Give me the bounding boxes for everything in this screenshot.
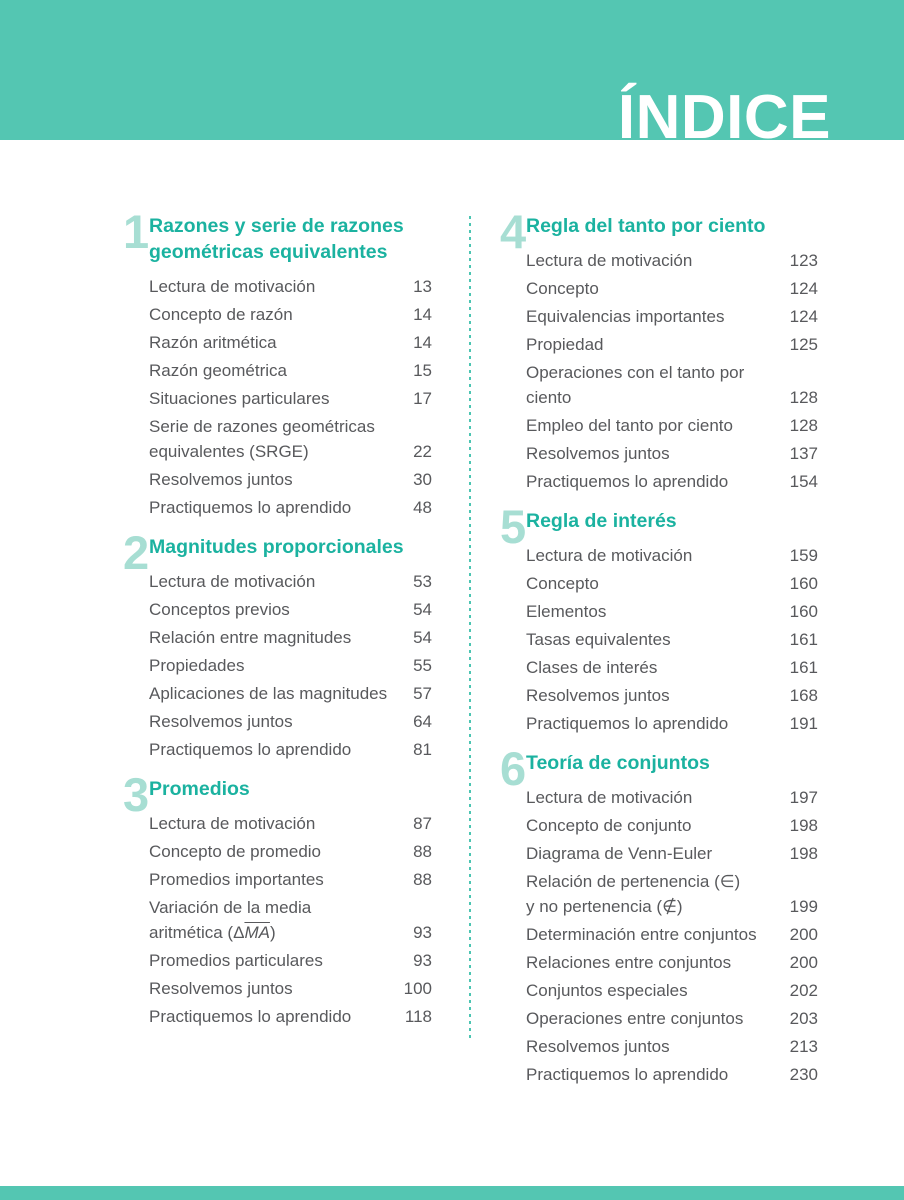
entry-page-number: 230 [789, 1065, 818, 1084]
entry-label-line: Promedios particulares [149, 951, 323, 970]
toc-entry [149, 495, 432, 520]
entry-page-number: 124 [789, 279, 818, 298]
entry-label-line: Practiquemos lo aprendido [526, 472, 729, 491]
toc-entry [149, 358, 432, 383]
entry-label-line: Tasas equivalentes [526, 630, 671, 649]
toc-section [123, 526, 432, 762]
section-entries [149, 274, 432, 520]
entry-label-line: Lectura de motivación [149, 572, 316, 591]
entry-label [149, 653, 413, 678]
entry-page-number: 54 [413, 600, 432, 619]
entry-label [149, 414, 413, 464]
entry-label [149, 681, 413, 706]
entry-label [149, 495, 413, 520]
entry-page-number: 53 [413, 572, 432, 591]
entry-label-line: Lectura de motivación [149, 814, 316, 833]
section-title: Magnitudes proporcionales [149, 536, 404, 558]
entry-page-number: 88 [413, 870, 432, 889]
entry-label-line: Promedios importantes [149, 870, 324, 889]
entry-label-line: Propiedades [149, 656, 245, 675]
footer-band [0, 1186, 904, 1200]
toc-entry [149, 839, 432, 864]
entry-label [526, 1062, 790, 1087]
entry-label [526, 1006, 790, 1031]
entry-label-line: Razón geométrica [149, 361, 287, 380]
entry-label-line: Lectura de motivación [526, 546, 693, 565]
entry-page-number: 125 [789, 335, 818, 354]
toc-section [123, 205, 432, 520]
entry-label-line: Resolvemos juntos [149, 712, 293, 731]
entry-page-number: 93 [413, 923, 432, 942]
toc-entry [149, 302, 432, 327]
entry-page-number: 200 [789, 925, 818, 944]
toc-entry [526, 655, 818, 680]
section-header [500, 205, 818, 258]
entry-label [149, 330, 413, 355]
entry-page-number: 198 [789, 816, 818, 835]
entry-page-number: 81 [413, 740, 432, 759]
entry-page-number: 14 [413, 305, 432, 324]
entry-label [149, 811, 413, 836]
entry-label [526, 978, 790, 1003]
entry-label [526, 360, 790, 410]
entry-label [526, 571, 790, 596]
toc-entry [149, 681, 432, 706]
toc-entry [149, 414, 432, 464]
entry-page-number: 100 [403, 979, 432, 998]
entry-label-line: Lectura de motivación [149, 277, 316, 296]
entry-label-line: Operaciones con el tanto por ciento [526, 363, 745, 407]
entry-label-line: Practiquemos lo aprendido [149, 1007, 352, 1026]
entry-label [149, 976, 404, 1001]
entry-label-line: equivalentes (SRGE) [149, 442, 309, 461]
entry-page-number: 202 [789, 981, 818, 1000]
entry-label-line: Lectura de motivación [526, 251, 693, 270]
section-number: 3 [123, 768, 150, 821]
entry-label [526, 950, 790, 975]
entry-label [526, 413, 790, 438]
section-title: Razones y serie de razones geométricas equivalentes [149, 215, 404, 263]
entry-label [526, 711, 790, 736]
entry-label [149, 709, 413, 734]
section-number: 5 [500, 500, 527, 553]
section-header [123, 205, 432, 265]
entry-label-line: Practiquemos lo aprendido [526, 1065, 729, 1084]
entry-label-line: Clases de interés [526, 658, 658, 677]
entry-label-line: Conjuntos especiales [526, 981, 688, 1000]
section-number: 1 [123, 205, 150, 258]
entry-page-number: 87 [413, 814, 432, 833]
entry-label-line: Concepto de razón [149, 305, 293, 324]
toc-entry [149, 709, 432, 734]
entry-label-line: Concepto [526, 574, 599, 593]
entry-label-line: Concepto de promedio [149, 842, 322, 861]
section-header [123, 526, 432, 579]
entry-label [526, 785, 790, 810]
entry-label [526, 248, 790, 273]
toc-entry [526, 304, 818, 329]
entry-label-line: Aplicaciones de las magnitudes [149, 684, 388, 703]
entry-page-number: 118 [404, 1007, 432, 1026]
toc-entry [149, 976, 432, 1001]
toc-entry [149, 737, 432, 762]
entry-page-number: 159 [789, 546, 818, 565]
toc-section [500, 205, 818, 494]
entry-label [526, 655, 790, 680]
toc-entry [526, 627, 818, 652]
entry-label [149, 948, 413, 973]
section-entries [526, 543, 818, 736]
entry-page-number: 57 [413, 684, 432, 703]
section-title: Teoría de conjuntos [526, 752, 710, 774]
toc-entry [526, 543, 818, 568]
toc-entry [149, 1004, 432, 1029]
column-divider [469, 216, 471, 1040]
toc-column-left [123, 205, 432, 1032]
toc-entry [526, 469, 818, 494]
entry-label-line: Situaciones particulares [149, 389, 330, 408]
entry-label-line: Resolvemos juntos [149, 470, 293, 489]
entry-label [526, 543, 790, 568]
entry-label-line: Practiquemos lo aprendido [149, 498, 352, 517]
entry-label-line: Concepto [526, 279, 599, 298]
section-title: Regla del tanto por ciento [526, 215, 766, 237]
entry-label [149, 386, 413, 411]
entry-label [149, 1004, 405, 1029]
entry-page-number: 168 [789, 686, 818, 705]
toc-section [500, 500, 818, 736]
entry-page-number: 198 [789, 844, 818, 863]
entry-label-line: Serie de razones geométricas [149, 417, 375, 436]
toc-entry [526, 978, 818, 1003]
toc-entry [149, 467, 432, 492]
entry-page-number: 160 [789, 602, 818, 621]
toc-entry [526, 1034, 818, 1059]
entry-page-number: 30 [413, 470, 432, 489]
section-number: 6 [500, 742, 527, 795]
toc-entry [149, 274, 432, 299]
entry-label [526, 276, 790, 301]
entry-label [149, 302, 413, 327]
entry-page-number: 14 [413, 333, 432, 352]
entry-label-line: Lectura de motivación [526, 788, 693, 807]
entry-label-line: Operaciones entre conjuntos [526, 1009, 744, 1028]
toc-entry [149, 330, 432, 355]
entry-page-number: 128 [789, 388, 818, 407]
entry-label [149, 867, 413, 892]
toc-entry [526, 248, 818, 273]
entry-label [149, 597, 413, 622]
section-entries [526, 248, 818, 494]
overline-math: $\overline{MA}$ [244, 923, 270, 942]
entry-page-number: 128 [789, 416, 818, 435]
entry-label [526, 683, 790, 708]
entry-label [526, 869, 790, 919]
toc-entry [526, 841, 818, 866]
toc-entry [149, 867, 432, 892]
entry-label [526, 841, 790, 866]
entry-label-line: Conceptos previos [149, 600, 290, 619]
entry-page-number: 88 [413, 842, 432, 861]
entry-label [149, 569, 413, 594]
toc-entry [526, 1006, 818, 1031]
section-number: 4 [500, 205, 527, 258]
entry-label [149, 839, 413, 864]
entry-label [526, 1034, 790, 1059]
toc-entry [526, 869, 818, 919]
toc-section [123, 768, 432, 1029]
section-title: Promedios [149, 778, 250, 800]
entry-page-number: 48 [413, 498, 432, 517]
entry-page-number: 123 [789, 251, 818, 270]
entry-label [526, 441, 790, 466]
entry-label-line: Determinación entre conjuntos [526, 925, 757, 944]
entry-page-number: 200 [789, 953, 818, 972]
entry-page-number: 93 [413, 951, 432, 970]
toc-entry [149, 653, 432, 678]
entry-label-line: Resolvemos juntos [526, 1037, 670, 1056]
section-header [123, 768, 432, 821]
toc-entry [149, 597, 432, 622]
toc-entry [526, 711, 818, 736]
entry-label-line: Equivalencias importantes [526, 307, 725, 326]
toc-entry [526, 785, 818, 810]
toc-entry [526, 276, 818, 301]
section-number: 2 [123, 526, 150, 579]
toc-column-right [500, 205, 818, 1090]
entry-label [149, 895, 413, 945]
section-entries [149, 811, 432, 1029]
entry-label-line: Resolvemos juntos [149, 979, 293, 998]
toc-entry [526, 413, 818, 438]
entry-page-number: 160 [789, 574, 818, 593]
entry-label-line: Relación de pertenencia (∈) [526, 872, 741, 891]
entry-label-line: Relaciones entre conjuntos [526, 953, 732, 972]
entry-label [149, 467, 413, 492]
toc-entry [526, 813, 818, 838]
entry-label [526, 599, 790, 624]
toc-entry [149, 948, 432, 973]
entry-page-number: 213 [789, 1037, 818, 1056]
toc-entry [526, 571, 818, 596]
entry-page-number: 17 [413, 389, 432, 408]
entry-label [149, 625, 413, 650]
entry-page-number: 197 [789, 788, 818, 807]
entry-label [149, 358, 413, 383]
entry-page-number: 191 [789, 714, 818, 733]
toc-entry [526, 332, 818, 357]
toc-entry [526, 599, 818, 624]
entry-label-line: aritmética $(\Delta\overline{MA})$ [149, 923, 276, 942]
entry-page-number: 55 [413, 656, 432, 675]
entry-label-line: Concepto de conjunto [526, 816, 692, 835]
section-entries [526, 785, 818, 1087]
toc-entry [526, 683, 818, 708]
entry-label [526, 304, 790, 329]
entry-label-line: Resolvemos juntos [526, 686, 670, 705]
entry-label-line: Diagrama de Venn-Euler [526, 844, 713, 863]
entry-page-number: 22 [413, 442, 432, 461]
page-title: ÍNDICE [617, 83, 831, 140]
toc-entry [149, 569, 432, 594]
section-title: Regla de interés [526, 510, 677, 532]
entry-label-line: Elementos [526, 602, 607, 621]
toc-entry [149, 625, 432, 650]
entry-page-number: 154 [789, 472, 818, 491]
toc-entry [149, 386, 432, 411]
toc-entry [526, 360, 818, 410]
entry-page-number: 124 [789, 307, 818, 326]
toc-entry [149, 895, 432, 945]
entry-page-number: 64 [413, 712, 432, 731]
entry-label-line: Empleo del tanto por ciento [526, 416, 733, 435]
entry-page-number: 161 [789, 630, 818, 649]
section-header [500, 500, 818, 553]
entry-label [526, 469, 790, 494]
entry-page-number: 137 [789, 444, 818, 463]
toc-entry [526, 922, 818, 947]
entry-label-line: Variación de la media [149, 898, 312, 917]
section-header [500, 742, 818, 795]
header-band [0, 0, 904, 140]
entry-label [149, 737, 413, 762]
entry-page-number: 13 [413, 277, 432, 296]
entry-label [526, 922, 790, 947]
entry-label-line: Practiquemos lo aprendido [526, 714, 729, 733]
section-entries [149, 569, 432, 762]
entry-page-number: 54 [413, 628, 432, 647]
entry-label [149, 274, 413, 299]
toc-entry [526, 950, 818, 975]
entry-page-number: 203 [789, 1009, 818, 1028]
toc-entry [526, 1062, 818, 1087]
entry-page-number: 161 [789, 658, 818, 677]
entry-label [526, 627, 790, 652]
entry-label-line: Resolvemos juntos [526, 444, 670, 463]
entry-page-number: 199 [789, 897, 818, 916]
toc-entry [149, 811, 432, 836]
toc-entry [526, 441, 818, 466]
entry-label [526, 332, 790, 357]
entry-label-line: Practiquemos lo aprendido [149, 740, 352, 759]
toc-section [500, 742, 818, 1087]
entry-label-line: y no pertenencia (∉) [526, 897, 683, 916]
entry-page-number: 15 [413, 361, 432, 380]
entry-label [526, 813, 790, 838]
entry-label-line: Razón aritmética [149, 333, 277, 352]
entry-label-line: Propiedad [526, 335, 604, 354]
entry-label-line: Relación entre magnitudes [149, 628, 352, 647]
